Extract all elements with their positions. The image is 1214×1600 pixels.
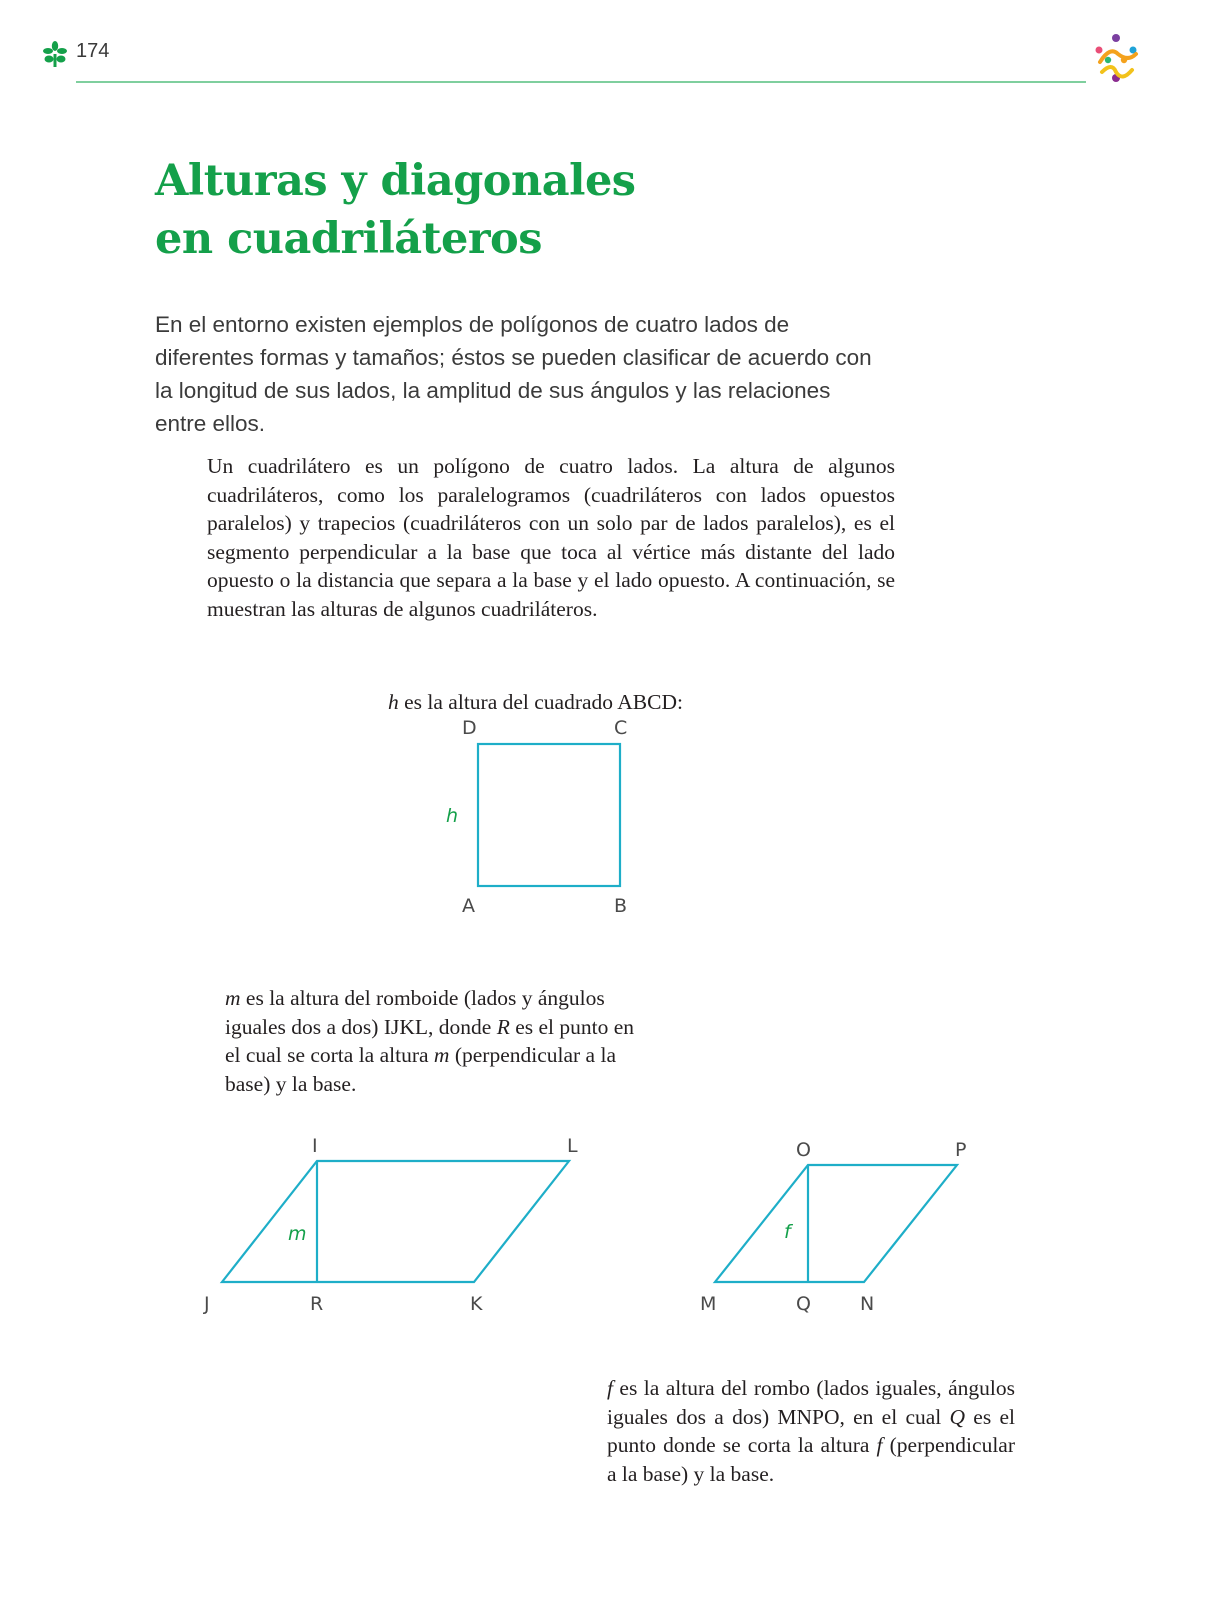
vertex-label-q: Q [796,1293,811,1315]
romboide-caption [225,984,645,1098]
height-label-h: h [446,805,459,827]
square-caption-var: h [388,690,399,714]
vertex-label-d: D [462,717,477,739]
page-title [155,152,636,268]
title-line-1: Alturas y diagonales [155,156,636,206]
rombo-shape [715,1165,957,1282]
rombo-caption-var-f2: f [876,1433,883,1457]
colorful-figure-logo [1088,32,1144,88]
vertex-label-k: K [470,1293,483,1315]
vertex-label-i: I [312,1135,318,1157]
page-number: 174 [76,40,110,62]
romboide-shape [222,1161,569,1282]
height-label-m: m [288,1223,307,1245]
header-rule [76,81,1086,83]
flower-icon [42,40,68,68]
square-caption-text: es la altura del cuadrado ABCD: [398,690,683,714]
vertex-label-p: P [955,1139,967,1161]
vertex-label-o: O [796,1139,811,1161]
square-figure [430,710,650,925]
square-shape [478,744,620,886]
romboide-caption-var-m2: m [433,1043,450,1067]
vertex-label-l: L [567,1135,578,1157]
intro-paragraph: En el entorno existen ejemplos de polígonos de cuatro lados de diferentes formas y tamaños; éstos se pueden clasificar de acuerdo con la longitud de sus lados, la amplitud de sus ángulos y las relaciones entre ellos. [155,312,872,436]
title-line-2: en cuadriláteros [155,214,542,264]
vertex-label-b: B [614,895,628,917]
rombo-caption-text-2: es el punto donde se corta la altura [607,1404,1015,1457]
rombo-caption-text-3: (perpendicular a la base) y la base. [607,1433,1015,1486]
vertex-label-r: R [310,1293,324,1315]
vertex-label-c: C [614,717,628,739]
vertex-label-a: A [462,895,475,917]
romboide-caption-text-1: es la altura del romboide (lados y ángulos iguales dos a dos) IJKL, donde [225,986,605,1039]
vertex-label-m: M [700,1293,717,1315]
rombo-caption [607,1374,1015,1488]
romboide-caption-text-3: (perpendicular a la base) y la base. [225,1043,616,1096]
rombo-figure [700,1140,1000,1330]
rombo-caption-var-f: f [607,1376,613,1400]
romboide-figure [200,1135,600,1330]
height-label-f: f [784,1221,791,1243]
rombo-caption-text-1: es la altura del rombo (lados iguales, ángulos iguales dos a dos) MNPO, en el cual [607,1376,1015,1429]
romboide-caption-text-2: es el punto en el cual se corta la altura [225,1014,635,1067]
romboide-caption-var-r: R [496,1014,510,1039]
rombo-caption-var-q: Q [949,1404,966,1429]
definition-paragraph: Un cuadrilátero es un polígono de cuatro lados. La altura de algunos cuadriláteros, como los paralelogramos (cuadriláteros con lados opuestos paralelos) y trapecios (cuadriláteros con un solo par de lados paralelos), es el segmento perpendicular a la base que toca al vértice más distante del lado opuesto o la distancia que separa a la base y el lado opuesto. A continuación, se muestran las alturas de algunos cuadriláteros. [207,454,895,621]
romboide-caption-var-m: m [225,986,241,1010]
vertex-label-n: N [860,1293,875,1315]
vertex-label-j: J [204,1293,210,1315]
